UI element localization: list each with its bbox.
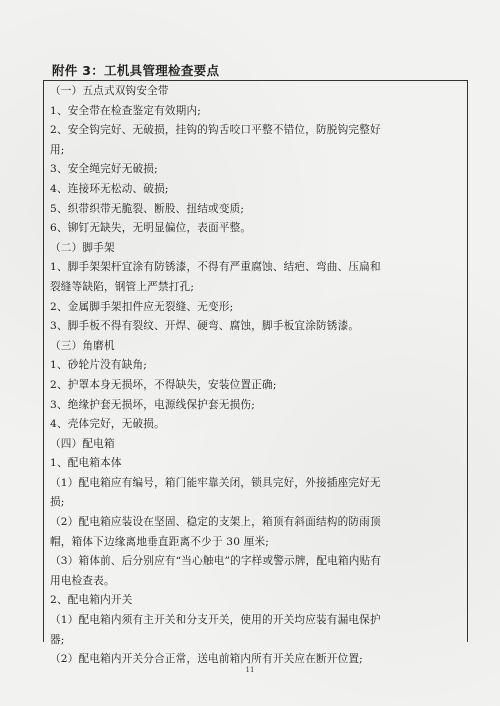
list-item: 5、织带织带无脆裂、断股、扭结或变质;: [50, 202, 245, 215]
list-item-continuation: 用电检查表。: [50, 574, 115, 587]
list-item: 1、安全带在检查鉴定有效期内;: [50, 104, 202, 117]
page-number: 11: [245, 666, 255, 674]
list-item-continuation: 器;: [50, 633, 65, 646]
document-title: 附件 3：工机具管理检查要点: [52, 63, 220, 78]
list-item: 3、安全绳完好无破损;: [50, 163, 158, 176]
list-item: 4、壳体完好，无破损。: [50, 418, 165, 431]
list-item: （3）箱体前、后分别应有“当心触电”的字样或警示牌，配电箱内贴有: [50, 555, 382, 568]
list-item: 2、护罩本身无损坏，不得缺失，安装位置正确;: [50, 378, 277, 391]
list-item: 1、脚手架架杆宜涂有防锈漆，不得有严重腐蚀、结疤、弯曲、压扁和: [50, 261, 381, 274]
list-item-continuation: 帽，箱体下边缘离地垂直距离不少于 30 厘米;: [50, 535, 270, 548]
section-heading: （一）五点式双钩安全带: [50, 85, 169, 97]
list-item: 2、安全钩完好、无破损，挂钩的钩舌咬口平整不错位，防脱钩完整好: [50, 124, 381, 137]
checklist-box: [43, 80, 468, 666]
list-item: 3、脚手板不得有裂纹、开焊、硬弯、腐蚀，脚手板宜涂防锈漆。: [50, 320, 360, 333]
list-item: （2）配电箱应装设在坚固、稳定的支架上，箱顶有斜面结构的防雨顶: [50, 516, 381, 529]
section-heading: （三）角磨机: [50, 339, 115, 352]
list-item: （2）配电箱内开关分合正常，送电前箱内所有开关应在断开位置;: [50, 653, 363, 666]
subsection-heading: 1、配电箱本体: [50, 457, 122, 470]
list-item: 2、金属脚手架扣件应无裂缝、无变形;: [50, 300, 234, 313]
list-item: 4、连接环无松动、破损;: [50, 182, 169, 195]
list-item: （1）配电箱内须有主开关和分支开关，使用的开关均应装有漏电保护: [50, 614, 381, 627]
list-item: （1）配电箱应有编号，箱门能牢靠关闭，锁具完好，外接插座完好无: [50, 476, 381, 489]
list-item-continuation: 损;: [50, 496, 65, 509]
list-item-continuation: 裂缝等缺陷，钢管上严禁打孔;: [50, 280, 195, 293]
section-heading: （四）配电箱: [50, 437, 115, 450]
list-item: 3、绝缘护套无损坏，电源线保护套无损伤;: [50, 398, 255, 411]
section-heading: （二）脚手架: [50, 241, 115, 254]
list-item-continuation: 用;: [50, 143, 65, 156]
subsection-heading: 2、配电箱内开关: [50, 594, 133, 607]
list-item: 1、砂轮片没有缺角;: [50, 359, 148, 372]
list-item: 6、铆钉无缺失，无明显偏位，表面平整。: [50, 222, 252, 235]
